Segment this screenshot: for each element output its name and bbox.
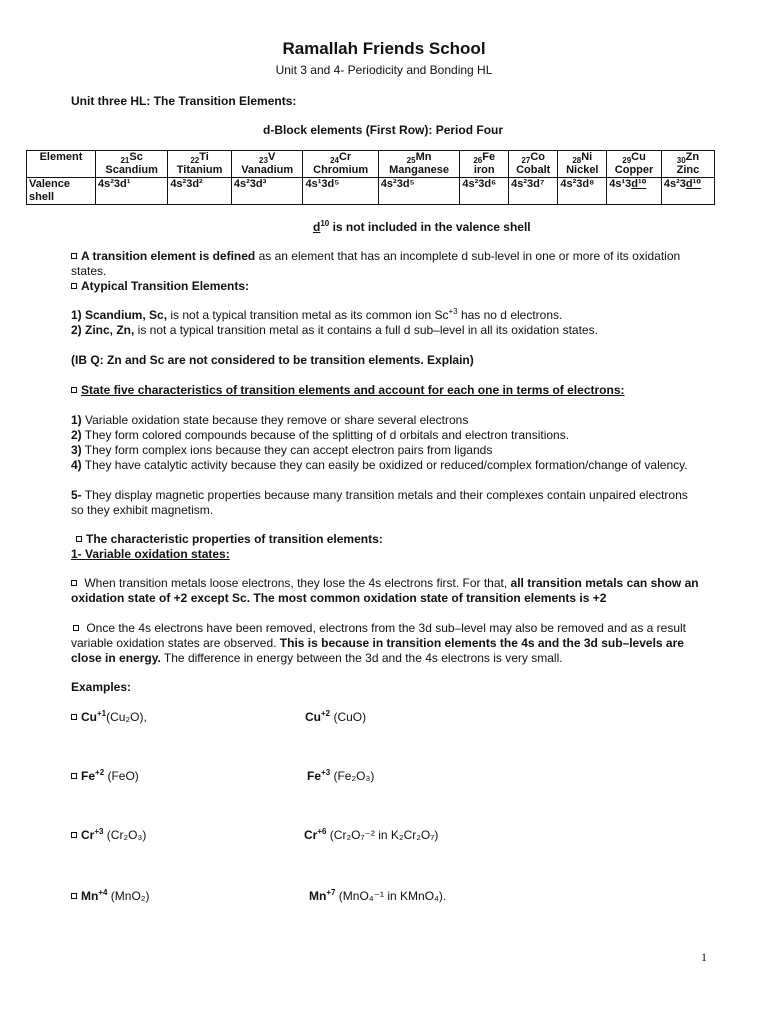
valence-row [27, 178, 715, 205]
bullet-square-icon [71, 387, 77, 393]
characteristic-item: 1) Variable oxidation state because they remove or share several electrons [71, 413, 469, 427]
example-left: $Mn^{+4}$ (MnO₂) [71, 889, 149, 903]
characteristic-item: 5- They display magnetic properties because many transition metals and their complexes contain unpaired electrons so they exhibit magnetism. [71, 488, 688, 517]
table-caption: d-Block elements (First Row): Period Four [263, 123, 504, 137]
element-cell: $_{29}$Cu Copper [607, 151, 662, 178]
bullet-square-icon [71, 773, 77, 779]
properties-heading: The characteristic properties of transition elements: [71, 532, 701, 547]
bullet-square-icon [71, 714, 77, 720]
valence-cell: 4s¹3d⁵ [303, 178, 378, 205]
scandium-line: 1) Scandium, Sc, is not a typical transition metal as its common ion $Sc^{+3}$ has no d electrons. [71, 307, 563, 322]
element-cell: $_{28}$Ni Nickel [558, 151, 607, 178]
zinc-line: 2) Zinc, Zn, is not a typical transition metal as it contains a full d sub–level in all its oxidation states. [71, 323, 598, 337]
example-right: $Mn^{+7}$ (MnO₄⁻¹ in KMnO₄). [309, 888, 447, 903]
element-cell: $_{26}$Fe iron [460, 151, 509, 178]
valence-cell: 4s²3d⁶ [460, 178, 509, 205]
element-cell: $_{23}$V Vanadium [231, 151, 303, 178]
example-right: $Fe^{+3}$ (Fe₂O₃) [307, 768, 375, 783]
characteristics-heading: State five characteristics of transition elements and account for each one in terms of electrons: [71, 383, 701, 398]
example-left: $Fe^{+2}$ (FeO) [71, 769, 139, 783]
ib-question: (IB Q: Zn and Sc are not considered to be transition elements. Explain) [71, 353, 474, 367]
examples-heading: Examples: [71, 680, 132, 694]
element-cell: $_{24}$Cr Chromium [303, 151, 378, 178]
example-left: $Cu^{+1}(Cu_2O)$, [71, 710, 147, 724]
oxidation-paragraph-2: Once the 4s electrons have been removed, electrons from the 3d sub–level may also be removed and as a result variable oxidation states are observed. This is because in transition elements the 4s and the 3d sub–levels are close in energy. The difference in energy between the 3d and the 4s electrons is very small. [71, 621, 686, 665]
page-number: 1 [701, 950, 707, 964]
valence-cell: 4s²3d⁷ [509, 178, 558, 205]
row-label-valence: Valence shell [27, 178, 96, 205]
valence-cell: 4s²3d⁸ [558, 178, 607, 205]
valence-cell: 4s²3d¹⁰ [661, 178, 714, 205]
element-cell: $_{25}$Mn Manganese [378, 151, 460, 178]
bullet-square-icon [71, 580, 77, 586]
bullet-square-icon [73, 625, 79, 631]
valence-note: $d^{10}$ is not included in the valence shell [313, 219, 531, 234]
valence-cell: 4s²3d¹ [96, 178, 168, 205]
element-row [27, 151, 715, 178]
bullet-square-icon [71, 253, 77, 259]
element-cell: $_{27}$Co Cobalt [509, 151, 558, 178]
bullet-square-icon [76, 536, 82, 542]
example-right: $Cu^{+2}$ (CuO) [305, 709, 367, 724]
properties-subheading: 1- Variable oxidation states: [71, 547, 230, 561]
valence-cell: 4s²3d² [168, 178, 232, 205]
valence-cell: 4s²3d³ [231, 178, 303, 205]
atypical-heading: Atypical Transition Elements: [71, 279, 701, 294]
characteristic-item: 2) They form colored compounds because of the splitting of d orbitals and electron transitions. [71, 428, 570, 442]
bullet-square-icon [71, 893, 77, 899]
oxidation-paragraph-1: When transition metals loose electrons, they lose the 4s electrons first. For that, all transition metals can show an oxidation state of +2 except Sc. The most common oxidation state of transition elements is +2 [71, 576, 699, 605]
example-right: $Cr^{+6}$ (Cr₂O₇⁻² in K₂Cr₂O₇) [304, 827, 439, 842]
valence-cell: 4s²3d⁵ [378, 178, 460, 205]
row-label-element: Element [27, 151, 96, 178]
d-block-table [26, 150, 715, 205]
bullet-square-icon [71, 283, 77, 289]
element-cell: $_{30}$Zn Zinc [661, 151, 714, 178]
definition-paragraph: A transition element is defined as an element that has an incomplete d sub-level in one or more of its oxidation states. [71, 249, 681, 278]
valence-cell: 4s¹3d¹⁰ [607, 178, 662, 205]
element-cell: $_{22}$Ti Titanium [168, 151, 232, 178]
page-title: Ramallah Friends School [282, 39, 486, 58]
example-left: $Cr^{+3}$ (Cr₂O₃) [71, 828, 146, 842]
element-cell: $_{21}$Sc Scandium [96, 151, 168, 178]
unit-heading: Unit three HL: The Transition Elements: [71, 94, 297, 108]
characteristic-item: 3) They form complex ions because they can accept electron pairs from ligands [71, 443, 493, 457]
page-subtitle: Unit 3 and 4- Periodicity and Bonding HL [275, 63, 493, 77]
bullet-square-icon [71, 832, 77, 838]
characteristic-item: 4) They have catalytic activity because they can easily be oxidized or reduced/complex formation/change of valency. [71, 458, 688, 472]
